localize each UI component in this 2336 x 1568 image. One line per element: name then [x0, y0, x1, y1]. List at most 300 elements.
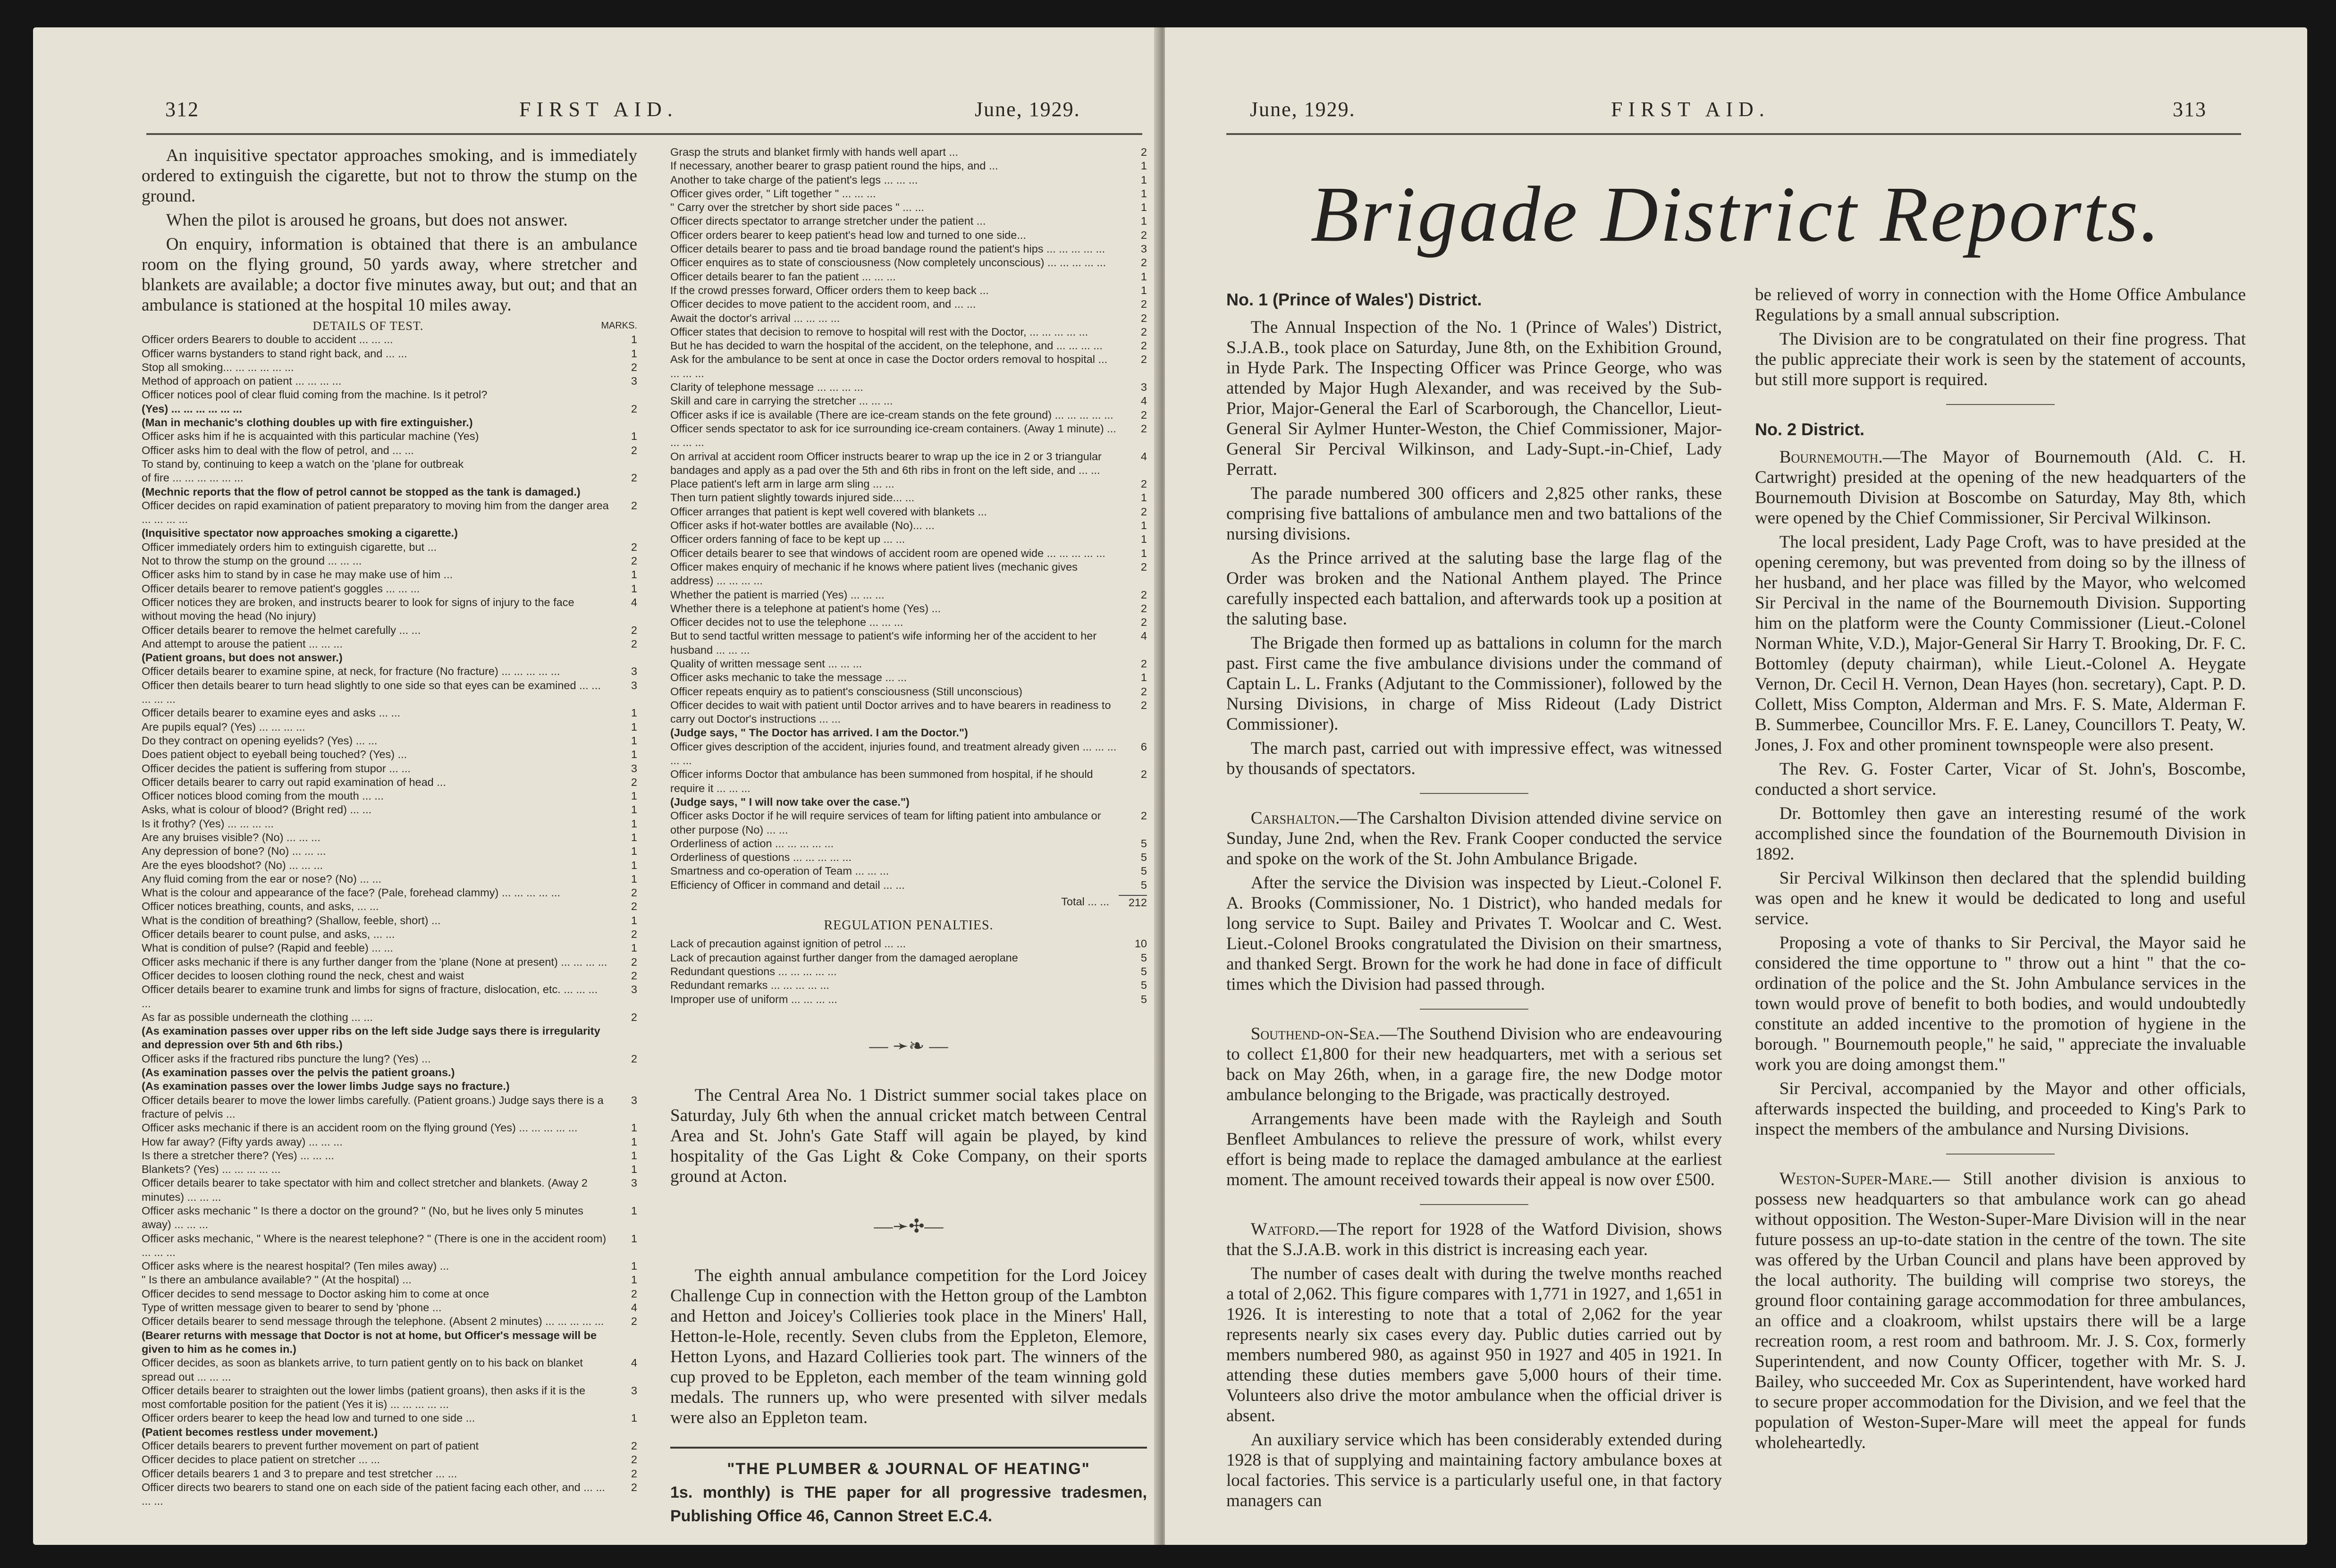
test-item-text: Officer details bearers 1 and 3 to prepare and test stretcher ... ... — [142, 1467, 457, 1480]
test-item-mark: 2 — [1140, 657, 1147, 670]
test-item-row — [142, 568, 637, 582]
test-item-mark: 2 — [631, 402, 637, 415]
test-item-mark: 1 — [1140, 201, 1147, 214]
test-item-mark: 1 — [631, 333, 637, 346]
test-item-text: Officer details bearer to straighten out the lower limbs (patient groans), then asks if it is the most comfortable position for the patient (Yes it is) ... ... ... ... ... — [142, 1384, 586, 1411]
no1-paragraph-4: The Brigade then formed up as battalions in column for the march past. First came the five ambulance divisions under the command of Captain L. L. Franks (Adjutant to the Commissioner), followed by the Nursing Divisions, in charge of Miss Rideout (Lady District Commissioner). — [1226, 633, 1722, 734]
ornament-divider-1: — ➛❧ — — [869, 1035, 948, 1056]
test-item-row — [670, 519, 1147, 532]
test-item-text: Officer repeats enquiry as to patient's consciousness (Still unconscious) — [670, 685, 1022, 698]
test-item-text: (As examination passes over the pelvis the patient groans.) — [142, 1066, 455, 1079]
test-item-row — [670, 353, 1147, 380]
test-item-row — [670, 159, 1147, 173]
test-item-text: (As examination passes over the lower limbs Judge says no fracture.) — [142, 1080, 510, 1093]
intro-paragraph-3: On enquiry, information is obtained that there is an ambulance room on the flying ground, 50 yards away, where stretcher and blankets are available; a doctor five minutes away, but out; and that an ambulance is stationed at the hospital 10 miles away. — [142, 235, 637, 315]
test-item-text: If the crowd presses forward, Officer orders them to keep back ... — [670, 284, 989, 296]
test-item-row — [670, 380, 1147, 394]
test-item-row — [670, 837, 1147, 851]
divider-rule-1 — [1420, 793, 1528, 794]
test-item-row — [670, 602, 1147, 615]
test-item-row — [142, 1315, 637, 1328]
test-item-text: Officer sends spectator to ask for ice surrounding ice-cream containers. (Away 1 minute) ... ... ... ... — [670, 422, 1116, 449]
test-item-mark: 1 — [631, 914, 637, 927]
no1-paragraph-3: As the Prince arrived at the saluting base the large flag of the Order was broken and the National Anthem played. The Prince carefully inspected each battalion, and afterwards took up a position at the saluting base. — [1226, 548, 1722, 629]
test-item-mark: 2 — [1140, 560, 1147, 573]
test-item-row — [670, 699, 1147, 726]
test-item-row — [142, 1439, 637, 1453]
test-item-row — [142, 817, 637, 831]
test-item-row — [142, 554, 637, 568]
test-item-text: Officer enquires as to state of consciousness (Now completely unconscious) ... ... ... ... ... — [670, 256, 1106, 269]
test-item-row — [142, 872, 637, 886]
test-item-mark: 3 — [631, 983, 637, 996]
test-item-text: Method of approach on patient ... ... ... ... — [142, 375, 342, 388]
test-item-row — [142, 582, 637, 596]
test-item-row — [142, 914, 637, 927]
test-item-mark: 1 — [631, 748, 637, 761]
test-item-text: Officer warns bystanders to stand right back, and ... ... — [142, 347, 407, 360]
test-item-row — [142, 1259, 637, 1273]
test-item-row — [142, 969, 637, 983]
test-item-mark: 2 — [1140, 312, 1147, 324]
running-date-left: June, 1929. — [975, 98, 1080, 121]
test-item-text: Officer decides not to use the telephone ... ... ... — [670, 616, 903, 629]
test-item-text: Ask for the ambulance to be sent at once in case the Doctor orders removal to hospital ... ... ... ... — [670, 353, 1108, 379]
test-item-row — [670, 228, 1147, 242]
test-item-mark: 3 — [631, 1094, 637, 1106]
test-item-mark: 1 — [631, 430, 637, 443]
test-item-row — [670, 560, 1147, 588]
test-item-row — [670, 978, 1147, 992]
test-item-text: Officer details bearer to pass and tie broad bandage round the patient's hips ... ... ... ... ... — [670, 243, 1105, 255]
test-item-text: Orderliness of questions ... ... ... ... ... — [670, 851, 852, 864]
test-item-row — [142, 1356, 637, 1384]
test-item-row — [670, 242, 1147, 256]
test-item-row — [142, 762, 637, 776]
test-item-mark: 4 — [631, 1301, 637, 1314]
test-item-row — [142, 430, 637, 443]
bournemouth-paragraph-1 — [1755, 447, 2246, 528]
no1-paragraph-1: The Annual Inspection of the No. 1 (Prince of Wales') District, S.J.A.B., took place on Saturday, June 8th, on the Exhibition Ground, in Hyde Park. The Inspecting Officer was Prince George, who was attended by Major Hugh Alexander, and was received by the Sub-Prior, Major-General the Earl of Scarborough, the Chancellor, Lieut-General Sir Aylmer Hunter-Weston, the Chief Commissioner, Major-General Sir Percival Wilkinson, and Lady-Supt.-in-Chief, Lady Perratt. — [1226, 318, 1722, 479]
test-item-row — [670, 201, 1147, 214]
test-item-row — [670, 339, 1147, 353]
test-item-text: Blankets? (Yes) ... ... ... ... ... — [142, 1163, 281, 1176]
test-item-text: Officer gives order, " Lift together " ... ... ... — [670, 187, 876, 200]
carshalton-paragraph-1 — [1226, 808, 1722, 869]
test-item-mark: 2 — [1140, 325, 1147, 338]
test-item-mark: 3 — [631, 1177, 637, 1189]
test-item-row — [142, 776, 637, 789]
watford-paragraph-3: An auxiliary service which has been considerably extended during 1928 is that of supplying and maintaining factory ambulance boxes at local factories. This service is a particularly useful one, in that factory managers can — [1226, 1430, 1722, 1510]
test-item-text: (Bearer returns with message that Doctor is not at home, but Officer's message will be given to him as he comes in.) — [142, 1329, 597, 1355]
test-item-row — [142, 955, 637, 969]
test-item-mark: 1 — [631, 831, 637, 843]
test-item-mark: 1 — [631, 942, 637, 954]
test-item-row — [670, 394, 1147, 408]
southend-paragraph-2: Arrangements have been made with the Rayleigh and South Benfleet Ambulances to relieve the pressure of work, whilst every effort is being made to replace the damaged ambulance at the earliest moment. The amount received towards their appeal is now over £500. — [1226, 1109, 1722, 1189]
test-item-row — [670, 657, 1147, 671]
test-item-text: Does patient object to eyeball being touched? (Yes) ... — [142, 748, 407, 761]
running-date-right: June, 1929. — [1250, 98, 1356, 121]
test-item-text: Officer asks if ice is available (There are ice-cream stands on the fete ground) ... ... ... ... ... — [670, 408, 1113, 421]
weston-paragraph — [1755, 1169, 2246, 1453]
test-item-mark: 1 — [1140, 519, 1147, 532]
test-item-text: How far away? (Fifty yards away) ... ... ... — [142, 1135, 343, 1148]
plumber-advertisement — [670, 1447, 1147, 1528]
bournemouth-paragraph-2: The local president, Lady Page Croft, was to have presided at the opening ceremony, but was prevented from doing so by the illness of her husband, and her place was filled by the Mayor, who welcomed Sir Percival in the name of the Bournemouth Division. Supporting him on the platform were the County Commissioner (Lieut.-Colonel Norman White, V.D.), Major-General Sir Harry T. Brooking, Dr. F. C. Bottomley (deputy chairman), while Lieut.-Colonel A. Heygate Vernon, Dr. Cecil H. Vernon, Dean Hayes (hon. secretary), Capt. P. D. Collett, Miss Compton, Alderman and Mrs. F. S. Mate, Alderman F. B. Summerbee, Councillor Mrs. F. E. Laney, Councillors T. Peaty, W. Jones, J. Fox and other prominent townspeople were also present. — [1755, 532, 2246, 755]
test-item-mark: 2 — [1140, 616, 1147, 629]
test-item-text: (Patient groans, but does not answer.) — [142, 651, 343, 664]
test-item-mark: 1 — [631, 1232, 637, 1245]
test-item-text: Any depression of bone? (No) ... ... ... — [142, 845, 326, 858]
test-item-text: Do they contract on opening eyelids? (Yes) ... ... — [142, 734, 378, 747]
test-item-text: Whether the patient is married (Yes) ... ... ... — [670, 588, 885, 601]
test-item-mark: 2 — [631, 624, 637, 636]
southend-text-1: —The Southend Division who are endeavouring to collect £1,800 for their new headquarters, met with a serious set back on May 26th, when, in a garage fire, the new Dodge motor ambulance belonging to the Brigade, was practically destroyed. — [1226, 1024, 1722, 1104]
watford-continued: be relieved of worry in connection with the Home Office Ambulance Regulations by a small annual subscription. — [1755, 285, 2246, 325]
test-item-mark: 2 — [631, 1481, 637, 1493]
test-item-row — [142, 444, 637, 457]
total-label: Total ... ... — [1061, 895, 1109, 908]
test-item-text: Officer notices breathing, counts, and asks, ... ... — [142, 900, 379, 913]
test-item-mark: 2 — [631, 1011, 637, 1023]
carshalton-paragraph-2: After the service the Division was inspected by Lieut.-Colonel F. A. Brooks (Commissioner, No. 1 District), who handed medals for long service to Supt. Bailey and Privates T. Woolcar and C. West. Lieut.-Colonel Brooks congratulated the Division on their smartness, and thanked Sergt. Brown for the work he had done in face of difficult times which the Division had passed through. — [1226, 873, 1722, 994]
test-item-mark: 2 — [1140, 768, 1147, 781]
left-column-1 — [142, 145, 637, 1508]
test-item-row — [670, 325, 1147, 339]
test-item-mark: 1 — [631, 1273, 637, 1286]
bournemouth-text-1: —The Mayor of Bournemouth (Ald. C. H. Cartwright) presided at the opening of the new headquarters of the Bournemouth Division at Boscombe on Saturday, May 8th, which were opened by the Chief Commissioner, Sir Percival Wilkinson. — [1755, 447, 2246, 528]
test-item-mark: 2 — [631, 1287, 637, 1300]
test-item-text: (As examination passes over upper ribs on the left side Judge says there is irregularity and depression over 5th and 6th ribs.) — [142, 1025, 600, 1051]
no2-district-heading: No. 2 District. — [1755, 420, 1865, 439]
test-item-mark: 2 — [1140, 408, 1147, 421]
test-item-row — [670, 795, 1147, 809]
test-item-row — [142, 361, 637, 374]
test-item-row — [142, 1163, 637, 1176]
test-item-mark: 2 — [631, 928, 637, 941]
test-item-mark: 1 — [631, 1163, 637, 1176]
test-item-text: Improper use of uniform ... ... ... ... — [670, 993, 837, 1005]
test-item-text: of fire ... ... ... ... ... ... — [142, 472, 244, 484]
test-item-text: (Judge says, " The Doctor has arrived. I am the Doctor.") — [670, 726, 968, 739]
test-item-text: Officer asks Doctor if he will require services of team for lifting patient into ambulance or other purpose (No) ... ... — [670, 809, 1101, 836]
test-item-row — [142, 1135, 637, 1149]
test-item-text: Officer asks if hot-water bottles are available (No)... ... — [670, 519, 935, 532]
test-item-mark: 2 — [631, 900, 637, 913]
test-item-row — [142, 1467, 637, 1481]
central-area-paragraph: The Central Area No. 1 District summer social takes place on Saturday, July 6th when the annual cricket match between Central Area and St. John's Gate Staff will again be played, by kind hospitality of the Gas Light & Coke Company, on their sports ground at Acton. — [670, 1085, 1147, 1186]
test-item-text: Officer asks mechanic to take the message ... ... — [670, 671, 907, 684]
test-item-text: Place patient's left arm in large arm sling ... ... — [670, 478, 894, 490]
bournemouth-paragraph-4: Dr. Bottomley then gave an interesting resumé of the work accomplished since the foundation of the Bournemouth Division in 1892. — [1755, 804, 2246, 864]
test-item-text: Officer asks mechanic, " Where is the nearest telephone? " (There is one in the accident room) ... ... ... — [142, 1232, 607, 1258]
test-item-row — [142, 1066, 637, 1079]
test-item-mark: 1 — [631, 347, 637, 360]
test-item-text: (Mechnic reports that the flow of petrol cannot be stopped as the tank is damaged.) — [142, 485, 581, 498]
test-item-text: Officer details bearer to examine trunk and limbs for signs of fracture, dislocation, etc. ... ... ... ... — [142, 983, 598, 1010]
test-item-text: " Is there an ambulance available? " (At the hospital) ... — [142, 1273, 412, 1286]
test-item-text: Officer asks mechanic if there is any further danger from the 'plane (None at present) ... ... ... ... — [142, 955, 607, 968]
watford-text-1: —The report for 1928 of the Watford Division, shows that the S.J.A.B. work in this district is increasing each year. — [1226, 1220, 1722, 1259]
intro-paragraph-2: When the pilot is aroused he groans, but does not answer. — [166, 211, 568, 230]
test-item-row — [142, 526, 637, 540]
test-item-mark: 1 — [1140, 533, 1147, 546]
watford-label: Watford. — [1250, 1220, 1320, 1239]
test-item-mark: 3 — [631, 1384, 637, 1397]
test-item-mark: 2 — [1140, 256, 1147, 269]
test-item-text: Officer asks mechanic " Is there a doctor on the ground? " (No, but he lives only 5 minutes away) ... ... ... — [142, 1205, 583, 1231]
test-item-text: Redundant remarks ... ... ... ... ... — [670, 979, 829, 992]
test-item-row — [670, 505, 1147, 519]
test-item-row — [142, 637, 637, 651]
test-item-mark: 2 — [631, 955, 637, 968]
test-item-mark: 2 — [1140, 478, 1147, 490]
test-item-row — [142, 859, 637, 872]
test-item-mark: 1 — [631, 734, 637, 747]
southend-label: Southend-on-Sea. — [1250, 1024, 1380, 1044]
test-item-mark: 1 — [631, 859, 637, 871]
test-item-text: Whether there is a telephone at patient's home (Yes) ... — [670, 602, 941, 615]
reports-title: Brigade District Reports. — [1310, 170, 2162, 258]
test-item-text: (Man in mechanic's clothing doubles up with fire extinguisher.) — [142, 416, 473, 429]
test-item-row — [670, 993, 1147, 1006]
test-item-row — [142, 416, 637, 430]
test-item-mark: 4 — [631, 596, 637, 608]
test-item-row — [142, 1024, 637, 1052]
test-item-mark: 1 — [631, 582, 637, 595]
total-value: 212 — [1119, 895, 1147, 910]
test-item-text: Officer decides the patient is suffering from stupor ... ... — [142, 762, 411, 775]
test-item-mark: 1 — [1140, 270, 1147, 283]
test-item-text: Officer details bearer to examine eyes and asks ... ... — [142, 707, 401, 719]
left-column-2 — [670, 145, 1147, 1525]
test-item-row — [142, 748, 637, 761]
bournemouth-paragraph-5: Sir Percival Wilkinson then declared that the splendid building was open and he knew it would be dedicated to long and useful service. — [1755, 868, 2246, 928]
test-item-text: Another to take charge of the patient's legs ... ... ... — [670, 173, 918, 186]
joicey-paragraph: The eighth annual ambulance competition for the Lord Joicey Challenge Cup in connection with the Hetton group of the Lambton and Hetton and Joicey's Collieries took place in the Miners' Hall, Hetton-le-Hole, recently. Seven clubs from the Eppleton, Elemore, Hetton Lyons, and Hazard Collieries took part. The winners of the cup proved to be Eppleton, each member of the team winning gold medals. The runners up, who were presented with silver medals were also an Eppleton team. — [670, 1265, 1147, 1427]
test-item-mark: 1 — [631, 803, 637, 816]
test-item-row — [670, 615, 1147, 629]
test-item-text: But to send tactful written message to patient's wife informing her of the accident to her husband ... ... ... — [670, 630, 1097, 656]
test-item-text: Officer notices pool of clear fluid coming from the machine. Is it petrol? — [142, 388, 488, 401]
test-item-mark: 5 — [1140, 878, 1147, 891]
test-item-mark: 1 — [631, 872, 637, 885]
test-item-text: Stop all smoking... ... ... ... ... ... — [142, 361, 294, 373]
test-item-mark: 2 — [631, 472, 637, 484]
test-item-mark: 1 — [1140, 491, 1147, 504]
test-item-mark: 3 — [631, 679, 637, 691]
test-item-mark: 2 — [1140, 699, 1147, 711]
test-item-mark: 1 — [1140, 173, 1147, 186]
test-item-row — [670, 256, 1147, 270]
running-title-right: FIRST AID. — [1611, 98, 1770, 121]
test-item-text: Officer details bearer to take spectator with him and collect stretcher and blankets. (Away 2 minutes) ... ... ... — [142, 1177, 588, 1203]
test-item-row — [142, 1052, 637, 1066]
test-item-row — [142, 1011, 637, 1024]
test-items-list-2 — [670, 145, 1147, 892]
test-item-text: What is condition of pulse? (Rapid and feeble) ... ... — [142, 942, 393, 954]
watford-paragraph-2: The number of cases dealt with during the twelve months reached a total of 2,062. This figure compares with 1,771 in 1927, and 1,651 in 1926. It is interesting to note that a total of 2,062 for the year represents nearly six cases every day. Public duties carried out by members numbered 980, as against 950 in 1927 and 405 in 1921. In attending these duties members gave 5,000 hours of their time. Volunteers also drive the motor ambulance when the official driver is absent. — [1226, 1264, 1722, 1425]
test-item-text: (Yes) ... ... ... ... ... ... — [142, 402, 242, 415]
test-item-row — [670, 767, 1147, 795]
test-item-mark: 3 — [1140, 381, 1147, 394]
test-item-text: To stand by, continuing to keep a watch on the 'plane for outbreak — [142, 457, 464, 470]
test-item-text: Officer details bearer to carry out rapid examination of head ... — [142, 776, 446, 788]
bournemouth-label: Bournemouth. — [1779, 447, 1883, 467]
test-item-mark: 2 — [631, 499, 637, 512]
test-item-mark: 1 — [1140, 671, 1147, 684]
test-item-text: Officer decides to wait with patient until Doctor arrives and to have bearers in readiness to carry out Doctor's instructions ... ... — [670, 699, 1111, 725]
test-item-row — [142, 540, 637, 554]
test-item-text: Officer decides, as soon as blankets arrive, to turn patient gently on to his back on blanket spread out ... ... ... — [142, 1357, 583, 1383]
penalties-heading: REGULATION PENALTIES. — [824, 918, 994, 933]
test-item-row — [142, 347, 637, 361]
test-item-mark: 1 — [1140, 215, 1147, 228]
test-item-text: Lack of precaution against ignition of petrol ... ... — [670, 937, 906, 950]
test-item-row — [142, 374, 637, 388]
test-item-row — [670, 284, 1147, 297]
test-item-row — [142, 1411, 637, 1425]
test-item-text: Officer decides to place patient on stretcher ... ... — [142, 1453, 380, 1466]
test-item-row — [142, 1481, 637, 1509]
test-item-row — [142, 388, 637, 402]
test-item-row — [670, 477, 1147, 491]
bournemouth-paragraph-6: Proposing a vote of thanks to Sir Percival, the Mayor said he considered the time opportune to " throw out a hint " that the co-ordination of the police and the St. John Ambulance services in the town would prove of benefit to both bodies, and would undoubtedly constitute an added incentive to the promotion of hygiene in the borough. " Bournemouth people," he said, " appreciate the invaluable work you are doing amongst them." — [1755, 933, 2246, 1074]
test-item-text: Not to throw the stump on the ground ... ... ... — [142, 555, 362, 567]
test-item-text: (Inquisitive spectator now approaches smoking a cigarette.) — [142, 527, 458, 540]
test-item-text: Officer details bearer to examine spine, at neck, for fracture (No fracture) ... ... ... ... ... — [142, 665, 560, 678]
test-item-mark: 2 — [1140, 685, 1147, 698]
test-item-row — [142, 679, 637, 707]
running-title-left: FIRST AID. — [519, 98, 678, 121]
test-item-text: Grasp the struts and blanket firmly with hands well apart ... — [670, 146, 958, 158]
test-item-text: Officer orders bearer to keep the head low and turned to one side ... — [142, 1412, 475, 1425]
test-item-text: Officer directs two bearers to stand one on each side of the patient facing each other, and ... ... ... ... — [142, 1481, 605, 1508]
test-item-row — [670, 864, 1147, 878]
test-item-text: Officer directs spectator to arrange stretcher under the patient ... — [670, 215, 986, 228]
test-item-mark: 1 — [1140, 187, 1147, 200]
test-item-mark: 2 — [1140, 298, 1147, 311]
test-item-row — [142, 1287, 637, 1301]
divider-rule-5 — [1946, 1154, 2055, 1155]
test-item-text: Orderliness of action ... ... ... ... ... — [670, 837, 834, 850]
test-item-row — [142, 333, 637, 346]
left-page — [33, 27, 1160, 1545]
test-item-mark: 2 — [631, 776, 637, 788]
test-item-row — [142, 1384, 637, 1412]
test-item-row — [670, 547, 1147, 560]
test-item-row — [142, 402, 637, 416]
test-item-mark: 5 — [1140, 951, 1147, 964]
test-item-row — [142, 457, 637, 471]
test-item-mark: 2 — [631, 637, 637, 650]
right-column-1 — [1226, 285, 1722, 1512]
test-item-text: Clarity of telephone message ... ... ... ... — [670, 381, 863, 394]
test-item-text: Are the eyes bloodshot? (No) ... ... ... — [142, 859, 323, 871]
test-item-text: Officer makes enquiry of mechanic if he knows where patient lives (mechanic gives address) ... ... ... ... — [670, 560, 1078, 587]
test-item-text: Officer asks mechanic if there is an accident room on the flying ground (Yes) ... ... ... ... ... — [142, 1121, 578, 1134]
no1-district-heading: No. 1 (Prince of Wales') District. — [1226, 290, 1482, 309]
test-item-mark: 5 — [1140, 965, 1147, 978]
test-item-text: Officer decides on rapid examination of patient preparatory to moving him from the danger area ... ... ... ... — [142, 499, 609, 526]
test-item-row — [670, 588, 1147, 602]
test-item-text: (Judge says, " I will now take over the case.") — [670, 795, 910, 808]
test-item-row — [142, 789, 637, 803]
test-item-text: Lack of precaution against further danger from the damaged aeroplane — [670, 951, 1018, 964]
test-item-row — [142, 983, 637, 1011]
test-item-row — [142, 1079, 637, 1093]
marks-heading: MARKS. — [601, 320, 637, 331]
test-item-mark: 1 — [631, 568, 637, 581]
test-item-row — [670, 685, 1147, 699]
weston-text: — Still another division is anxious to possess new headquarters so that ambulance work can go ahead without opposition. The Weston-Super-Mare Division will in the near future possess an up-to-date station in the centre of the town. The site was offered by the Urban Council and plans have been approved by the local authority. The building will comprise two storeys, the ground floor containing garage accommodation for three ambulances, an office and a cloakroom, whilst upstairs there will be a large recreation room, a rest room and bathroom. Mr. J. S. Cox, formerly Superintendent, and now County Officer, together with Mr. S. J. Bailey, who succeeded Mr. Cox as Superintendent, have worked hard to secure proper accommodation for the Division, and we feel that the population of Weston-Super-Mare will meet the appeal for funds wholeheartedly. — [1755, 1169, 2246, 1452]
test-item-mark: 1 — [631, 1149, 637, 1162]
test-item-row — [142, 651, 637, 665]
test-item-mark: 4 — [1140, 450, 1147, 463]
intro-text — [142, 145, 637, 315]
test-item-mark: 1 — [631, 1260, 637, 1273]
test-item-mark: 2 — [631, 1052, 637, 1065]
test-item-mark: 5 — [1140, 837, 1147, 850]
test-item-text: Officer gives description of the accident, injuries found, and treatment already given ... ... ... ... ... — [670, 740, 1117, 767]
ad-line-1: "THE PLUMBER & JOURNAL OF HEATING" — [727, 1459, 1090, 1478]
test-item-text: Asks, what is colour of blood? (Bright red) ... ... — [142, 803, 372, 816]
test-item-row — [142, 1453, 637, 1467]
test-item-text: Is it frothy? (Yes) ... ... ... ... — [142, 817, 274, 830]
test-item-mark: 10 — [1134, 937, 1147, 950]
test-item-mark: 1 — [631, 817, 637, 830]
test-item-mark: 5 — [1140, 979, 1147, 992]
test-item-row — [670, 532, 1147, 546]
test-item-row — [670, 422, 1147, 450]
test-item-text: Is there a stretcher there? (Yes) ... ... ... — [142, 1149, 334, 1162]
weston-label: Weston-Super-Mare. — [1779, 1169, 1932, 1189]
test-item-text: Officer states that decision to remove to hospital will rest with the Doctor, ... ... ... ... ... — [670, 325, 1088, 338]
test-item-row — [142, 596, 637, 624]
test-item-text: What is the condition of breathing? (Shallow, feeble, short) ... — [142, 914, 441, 927]
test-item-mark: 2 — [631, 555, 637, 567]
test-item-text: Officer details bearer to remove patient's goggles ... ... ... — [142, 582, 420, 595]
test-item-text: Officer asks if the fractured ribs puncture the lung? (Yes) ... — [142, 1052, 431, 1065]
bournemouth-paragraph-7: Sir Percival, accompanied by the Mayor and other officials, afterwards inspected the building, and proceeded to King's Park to inspect the members of the ambulance and Nursing Divisions. — [1755, 1079, 2246, 1139]
test-item-text: Officer orders fanning of face to be kept up ... ... — [670, 533, 905, 546]
test-items-list-1 — [142, 333, 637, 1508]
test-item-mark: 1 — [631, 1135, 637, 1148]
header-rule-right — [1226, 133, 2241, 135]
intro-paragraph-1: An inquisitive spectator approaches smoking, and is immediately ordered to extinguish the cigarette, but not to throw the stump on the ground. — [142, 146, 637, 206]
test-item-text: Officer arranges that patient is kept well covered with blankets ... — [670, 505, 987, 518]
test-item-text: Officer notices blood coming from the mouth ... ... — [142, 790, 384, 802]
test-item-text: Await the doctor's arrival ... ... ... ... — [670, 312, 840, 324]
test-item-text: Officer asks him to stand by in case he may make use of him ... — [142, 568, 453, 581]
test-item-row — [670, 173, 1147, 187]
test-item-text: Officer asks where is the nearest hospital? (Ten miles away) ... — [142, 1260, 449, 1273]
test-item-text: Officer then details bearer to turn head slightly to one side so that eyes can be examined ... ... ... ... ... — [142, 679, 601, 706]
test-item-row — [142, 1232, 637, 1260]
test-item-mark: 2 — [631, 886, 637, 899]
test-item-row — [142, 1121, 637, 1135]
test-item-text: But he has decided to warn the hospital of the accident, on the telephone, and ... ... ... ... — [670, 339, 1103, 352]
test-item-text: Officer decides to loosen clothing round the neck, chest and waist — [142, 969, 464, 982]
test-item-row — [670, 145, 1147, 159]
test-item-mark: 1 — [631, 845, 637, 858]
test-item-text: Officer details bearers to prevent further movement on part of patient — [142, 1440, 479, 1452]
test-item-mark: 4 — [631, 1357, 637, 1369]
test-item-mark: 1 — [631, 1205, 637, 1217]
test-item-mark: 2 — [1140, 228, 1147, 241]
test-item-mark: 5 — [1140, 993, 1147, 1005]
